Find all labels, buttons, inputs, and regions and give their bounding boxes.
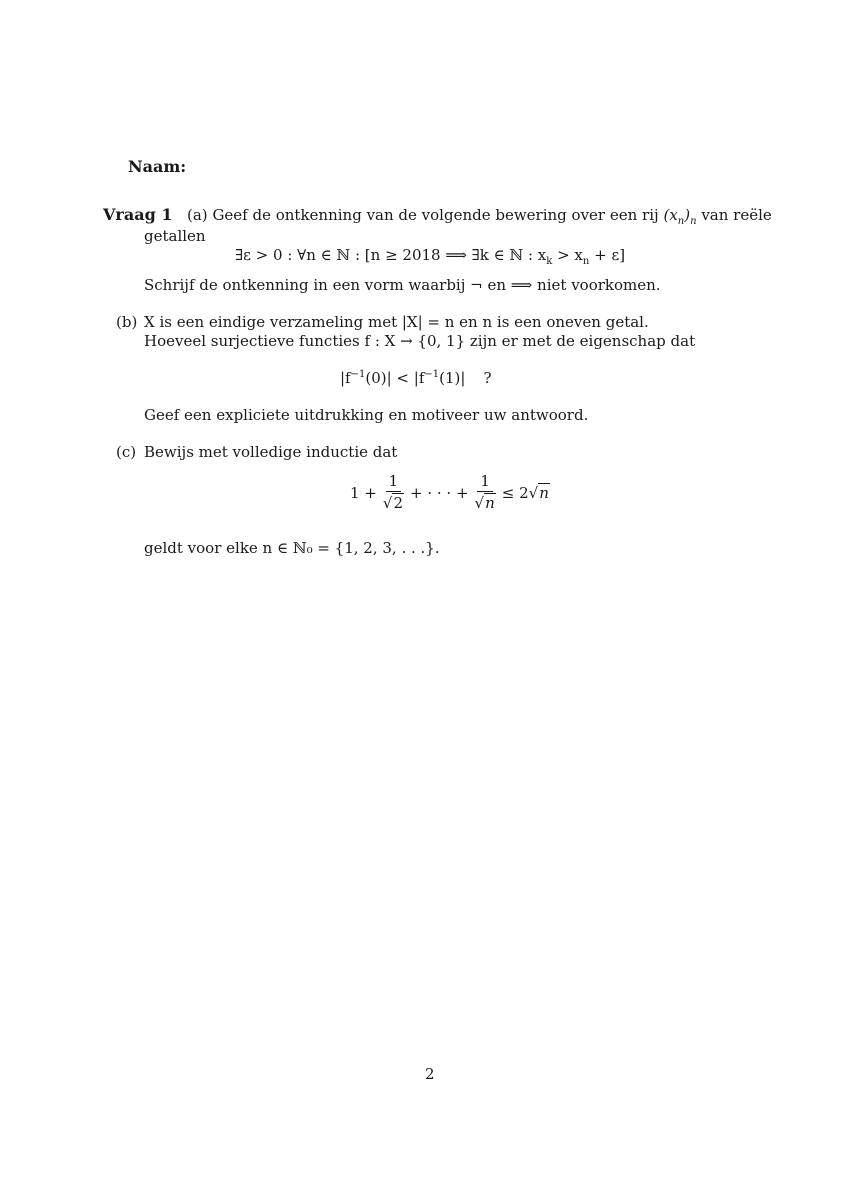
part-a-label: (a): [187, 206, 208, 224]
name-label: Naam:: [128, 157, 187, 176]
part-b-line2: Hoeveel surjectieve functies f : X → {0, 1} zijn er met de eigenschap dat: [144, 332, 696, 350]
question-title: Vraag 1: [103, 205, 173, 224]
fraction-1-over-sqrt2: $\frac{1}{√2}$: [382, 472, 403, 512]
part-c-line2: geldt voor elke n ∈ ℕ₀ = {1, 2, 3, . . .}.: [144, 539, 440, 557]
part-c-label: (c): [116, 443, 137, 461]
fraction-1-over-sqrtn: $\frac{1}{√n}$: [474, 472, 495, 512]
part-c-line1: Bewijs met volledige inductie dat: [144, 443, 398, 461]
sequence-notation: $(x_n)_n$: [663, 206, 697, 227]
part-a-text: Geef de ontkenning van de volgende bewering over een rij: [212, 206, 659, 224]
page-number: 2: [425, 1065, 435, 1083]
part-c-formula: 1 + $\frac{1}{√2}$ + · · · + $\frac{1}{√n}$ ≤ 2 √n: [350, 472, 549, 512]
part-a-formula: ∃ε > 0 : ∀n ∈ ℕ : [n ≥ 2018 ⟹ ∃k ∈ ℕ : $x_k > x_n + \varepsilon$]: [235, 246, 626, 267]
part-b-label: (b): [116, 313, 138, 331]
part-b-line3: Geef een expliciete uitdrukking en motiveer uw antwoord.: [144, 406, 589, 424]
part-a-text-end: van reële: [701, 206, 772, 224]
part-a-instruction: Schrijf de ontkenning in een vorm waarbij ¬ en ⟹ niet voorkomen.: [144, 276, 661, 294]
part-a-line2: getallen: [144, 227, 206, 245]
part-a-line1: [187, 206, 772, 227]
part-b-line1: X is een eindige verzameling met |X| = n en n is een oneven getal.: [144, 313, 649, 331]
part-b-formula: $|f^{-1}(0)| < |f^{-1}(1)|$ ?: [340, 369, 492, 387]
